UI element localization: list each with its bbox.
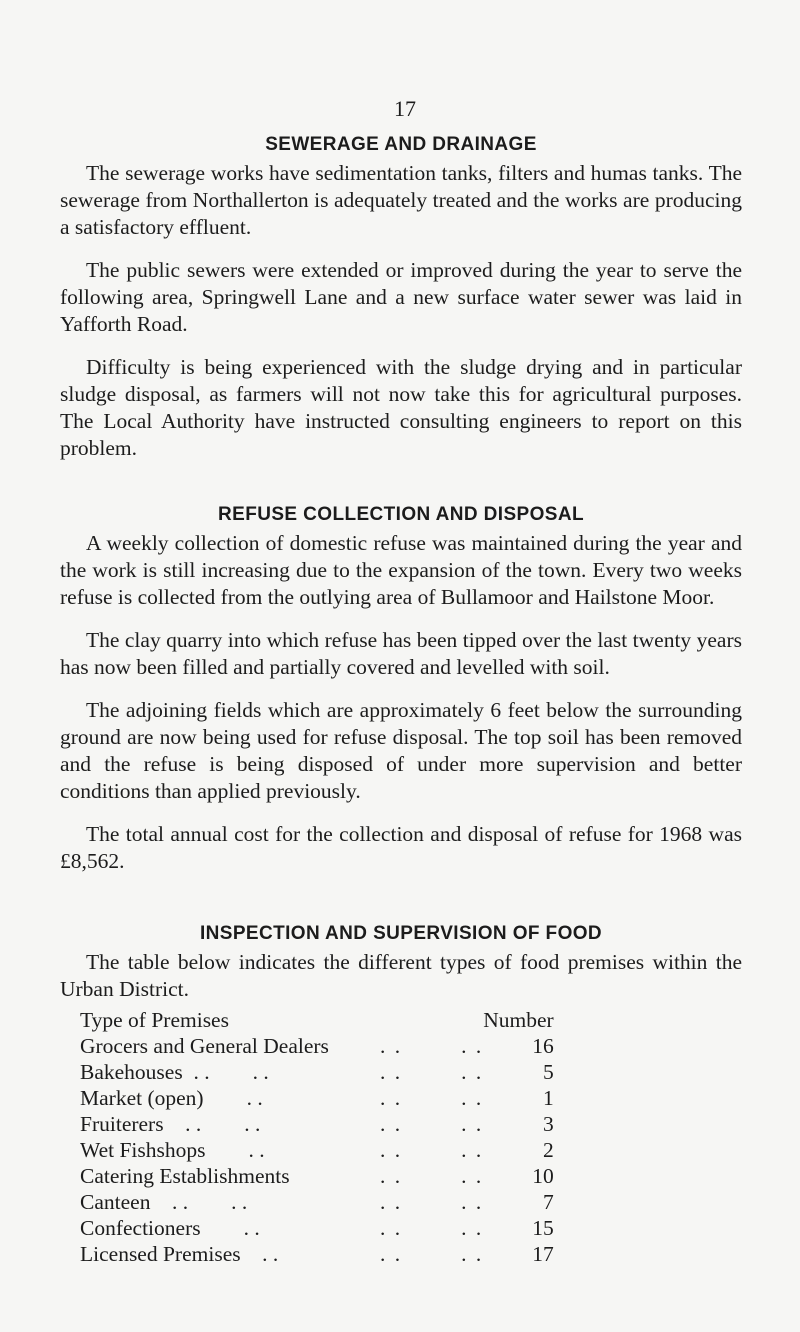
paragraph: The sewerage works have sedimentation tanks, filters and humas tanks. The sewerage from Northallerton is adequately treated and the works are producing a satisfactory effluent. <box>60 161 742 239</box>
leader-dots: . . . . <box>380 1190 484 1214</box>
premises-number: 1 <box>542 1086 554 1110</box>
food-premises-table <box>80 1007 554 1267</box>
paragraph: The clay quarry into which refuse has been tipped over the last twenty years has now been filled and partially covered and levelled with soil. <box>60 628 742 679</box>
leader-dots: . . . . <box>380 1086 484 1110</box>
table-row <box>80 1111 554 1137</box>
premises-number: 7 <box>542 1190 554 1214</box>
premises-type: Wet Fishshops . . <box>80 1138 265 1162</box>
paragraph: The table below indicates the different types of food premises within the Urban District. <box>60 950 742 1001</box>
leader-dots: . . . . <box>380 1242 484 1266</box>
paragraph: The total annual cost for the collection and disposal of refuse for 1968 was £8,562. <box>60 822 742 873</box>
premises-type: Bakehouses . . . . <box>80 1060 269 1084</box>
table-row <box>80 1137 554 1163</box>
section-heading-refuse: REFUSE COLLECTION AND DISPOSAL <box>218 504 584 525</box>
premises-number: 5 <box>542 1060 554 1084</box>
leader-dots: . . . . <box>380 1060 484 1084</box>
table-row <box>80 1059 554 1085</box>
document-page <box>60 96 742 1267</box>
premises-type: Catering Establishments <box>80 1164 290 1188</box>
premises-number: 15 <box>532 1216 554 1240</box>
section-heading-food: INSPECTION AND SUPERVISION OF FOOD <box>199 923 603 944</box>
premises-type: Grocers and General Dealers <box>80 1034 329 1058</box>
premises-number: 16 <box>532 1034 554 1058</box>
paragraph: The public sewers were extended or improved during the year to serve the following area, Springwell Lane and a new surface water sewer was laid in Yafforth Road. <box>60 258 742 336</box>
premises-type: Confectioners . . <box>80 1216 260 1240</box>
table-row <box>80 1085 554 1111</box>
page-number: 17 <box>394 96 416 121</box>
leader-dots: . . . . <box>380 1216 484 1240</box>
table-row <box>80 1163 554 1189</box>
table-row <box>80 1215 554 1241</box>
table-row <box>80 1189 554 1215</box>
premises-number: 3 <box>542 1112 554 1136</box>
leader-dots: . . . . <box>380 1034 484 1058</box>
table-header-row <box>80 1007 554 1033</box>
section-heading-sewerage: SEWERAGE AND DRAINAGE <box>265 134 537 155</box>
paragraph: A weekly collection of domestic refuse was maintained during the year and the work is still increasing due to the expansion of the town. Every two weeks refuse is collected from the outlying area of Bullamoor and Hailstone Moor. <box>60 531 742 609</box>
premises-number: 17 <box>532 1242 554 1266</box>
leader-dots: . . . . <box>380 1112 484 1136</box>
column-header-type: Type of Premises <box>80 1008 229 1032</box>
table-row <box>80 1241 554 1267</box>
premises-type: Fruiterers . . . . <box>80 1112 261 1136</box>
leader-dots: . . . . <box>380 1164 484 1188</box>
paragraph: Difficulty is being experienced with the sludge drying and in particular sludge disposal, as farmers will not now take this for agricultural purposes. The Local Authority have instructed consulting engineers to report on this problem. <box>60 355 742 460</box>
table-row <box>80 1033 554 1059</box>
leader-dots: . . . . <box>380 1138 484 1162</box>
premises-number: 10 <box>532 1164 554 1188</box>
premises-number: 2 <box>542 1138 554 1162</box>
column-header-number: Number <box>483 1008 554 1032</box>
premises-type: Market (open) . . <box>80 1086 263 1110</box>
premises-type: Canteen . . . . <box>80 1190 248 1214</box>
premises-type: Licensed Premises . . <box>80 1242 279 1266</box>
paragraph: The adjoining fields which are approximately 6 feet below the surrounding ground are now being used for refuse disposal. The top soil has been removed and the refuse is being disposed of under more supervision and better conditions than applied previously. <box>60 698 742 803</box>
